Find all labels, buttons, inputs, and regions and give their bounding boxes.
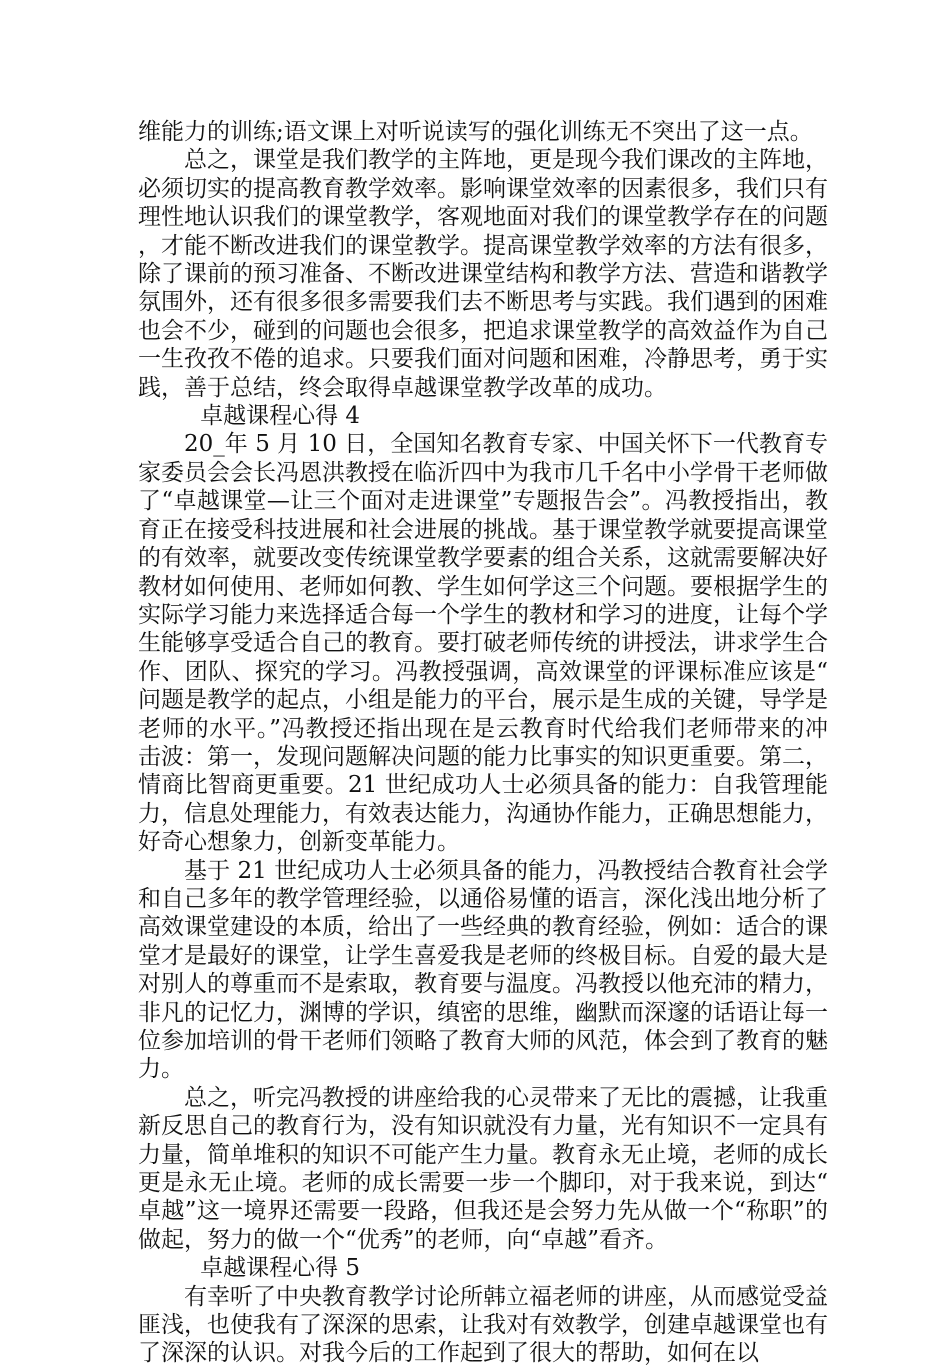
section-heading-5: 卓越课程心得 5	[200, 1255, 361, 1282]
paragraph-conclusion: 总之，听完冯教授的讲座给我的心灵带来了无比的震撼，让我重新反思自己的教育行为，没有知识就没有力量，光有知识不一定具有力量，简单堆积的知识不可能产生力量。教育永无止境，老师的成长更是永无止境。老师的成长需要一步一个脚印，对于我来说，到达“卓越”这一境界还需要一段路，但我还是会努力先从做一个“称职”的做起，努力的做一个“优秀”的老师，向“卓越”看齐。	[138, 1084, 828, 1253]
document-page	[138, 118, 828, 1368]
paragraph-continued: 维能力的训练;语文课上对听说读写的强化训练无不突出了这一点。	[138, 119, 813, 145]
section-heading-4: 卓越课程心得 4	[200, 403, 361, 430]
paragraph-summary: 总之，课堂是我们教学的主阵地，更是现今我们课改的主阵地，必须切实的提高教育教学效率。影响课堂效率的因素很多，我们只有理性地认识我们的课堂教学，客观地面对我们的课堂教学存在的问题，才能不断改进我们的课堂教学。提高课堂教学效率的方法有很多，除了课前的预习准备、不断改进课堂结构和教学方法、营造和谐教学氛围外，还有很多很多需要我们去不断思考与实践。我们遇到的困难也会不少，碰到的问题也会很多，把追求课堂教学的高效益作为自己一生孜孜不倦的追求。只要我们面对问题和困难，冷静思考，勇于实践，善于总结，终会取得卓越课堂教学改革的成功。	[138, 147, 828, 401]
paragraph-intro-5: 有幸听了中央教育教学讨论所韩立福老师的讲座，从而感觉受益匪浅，也使我有了深深的思索，让我对有效教学，创建卓越课堂也有了深深的认识。对我今后的工作起到了很大的帮助，如何在以	[138, 1283, 828, 1367]
paragraph-lecture-analysis: 基于 21 世纪成功人士必须具备的能力，冯教授结合教育社会学和自己多年的教学管理经验，以通俗易懂的语言，深化浅出地分析了高效课堂建设的本质，给出了一些经典的教育经验，例如：适合的课堂才是最好的课堂，让学生喜爱我是老师的终极目标。自爱的最大是对别人的尊重而不是索取，教育要与温度。冯教授以他充沛的精力，非凡的记忆力，渊博的学识，缜密的思维，幽默而深邃的话语让每一位参加培训的骨干老师们领略了教育大师的风范，体会到了教育的魅力。	[138, 857, 828, 1083]
paragraph-lecture-report: 20_年 5 月 10 日，全国知名教育专家、中国关怀下一代教育专家委员会会长冯恩洪教授在临沂四中为我市几千名中小学骨干老师做了“卓越课堂—让三个面对走进课堂”专题报告会”。冯教授指出，教育正在接受科技进展和社会进展的挑战。基于课堂教学就要提高课堂的有效率，就要改变传统课堂教学要素的组合关系，这就需要解决好教材如何使用、老师如何教、学生如何学这三个问题。要根据学生的实际学习能力来选择适合每一个学生的教材和学习的进度，让每个学生能够享受适合自己的教育。要打破老师传统的讲授法，讲求学生合作、团队、探究的学习。冯教授强调，高效课堂的评课标准应该是“问题是教学的起点，小组是能力的平台，展示是生成的关键，导学是老师的水平。”冯教授还指出现在是云教育时代给我们老师带来的冲击波：第一，发现问题解决问题的能力比事实的知识更重要。第二，情商比智商更重要。21 世纪成功人士必须具备的能力：自我管理能力，信息处理能力，有效表达能力，沟通协作能力，正确思想能力，好奇心想象力，创新变革能力。	[138, 431, 828, 856]
